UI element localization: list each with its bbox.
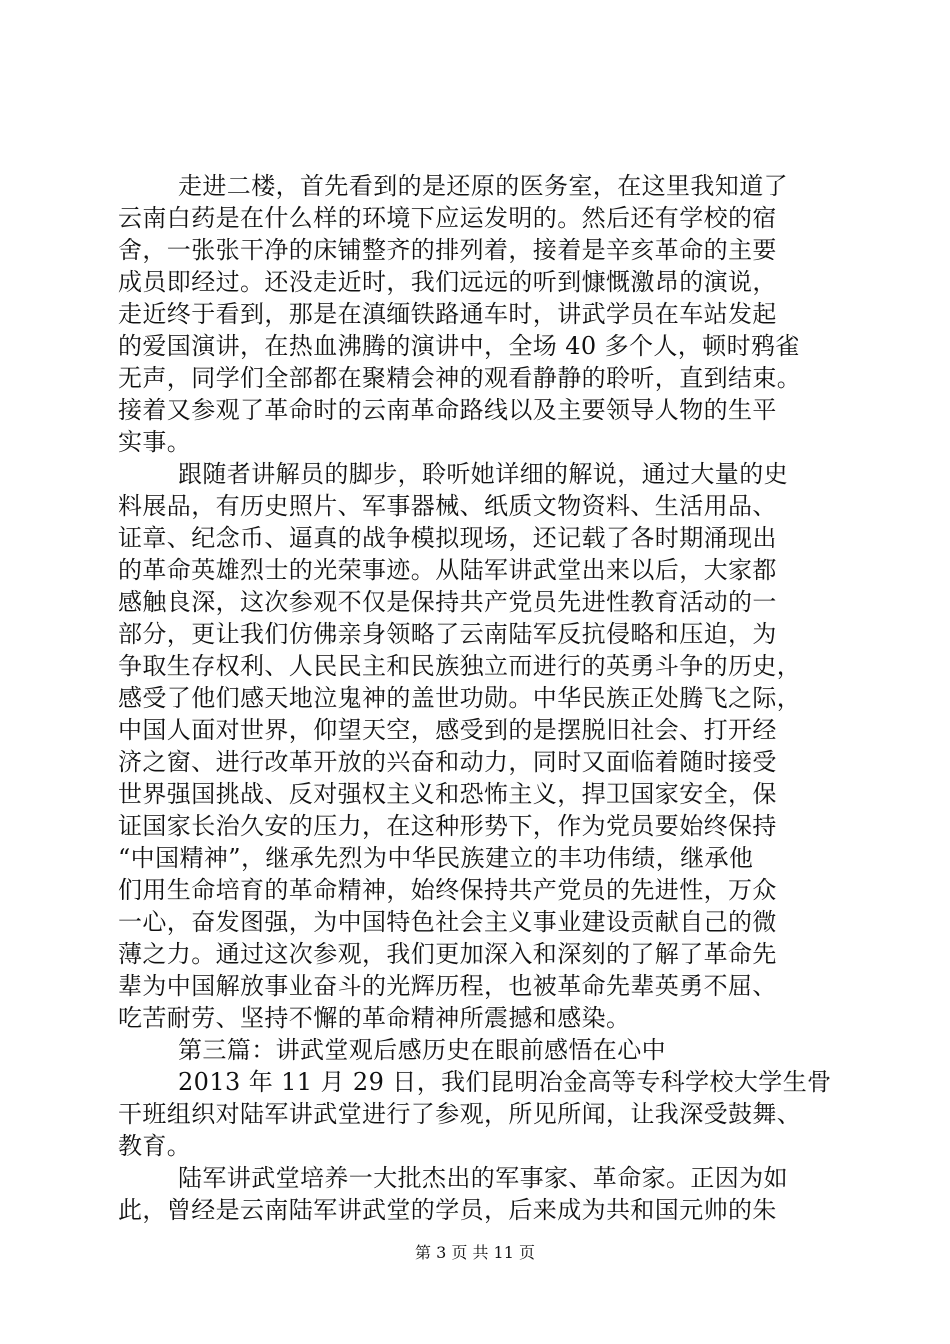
text-line: 部分，更让我们仿佛亲身领略了云南陆军反抗侵略和压迫，为 — [118, 620, 777, 648]
text-line: 陆军讲武堂培养一大批杰出的军事家、革命家。正因为如 — [178, 1164, 788, 1192]
text-line: “中国精神”，继承先烈为中华民族建立的丰功伟绩，继承他 — [118, 844, 754, 872]
text-line: 走近终于看到，那是在滇缅铁路通车时，讲武学员在车站发起 — [118, 300, 777, 328]
text-line: 辈为中国解放事业奋斗的光辉历程，也被革命先辈英勇不屈、 — [118, 972, 777, 1000]
text-line: 证国家长治久安的压力，在这种形势下，作为党员要始终保持 — [118, 812, 777, 840]
text-line: 此，曾经是云南陆军讲武堂的学员，后来成为共和国元帅的朱 — [118, 1196, 777, 1224]
text-line: 争取生存权利、人民民主和民族独立而进行的英勇斗争的历史， — [118, 652, 802, 680]
text-line: 无声，同学们全部都在聚精会神的观看静静的聆听，直到结束。 — [118, 364, 802, 392]
text-line: 第三篇：讲武堂观后感历史在眼前感悟在心中 — [178, 1036, 666, 1064]
text-line: 2013 年 11 月 29 日，我们昆明冶金高等专科学校大学生骨 — [178, 1068, 832, 1096]
text-line: 干班组织对陆军讲武堂进行了参观，所见所闻，让我深受鼓舞、 — [118, 1100, 802, 1128]
text-line: 成员即经过。还没走近时，我们远远的听到慷慨激昂的演说， — [118, 268, 777, 296]
text-line: 感受了他们感天地泣鬼神的盖世功勋。中华民族正处腾飞之际， — [118, 684, 802, 712]
text-line: 料展品，有历史照片、军事器械、纸质文物资料、生活用品、 — [118, 492, 777, 520]
text-line: 走进二楼，首先看到的是还原的医务室，在这里我知道了 — [178, 172, 788, 200]
text-line: 舍，一张张干净的床铺整齐的排列着，接着是辛亥革命的主要 — [118, 236, 777, 264]
text-line: 的革命英雄烈士的光荣事迹。从陆军讲武堂出来以后，大家都 — [118, 556, 777, 584]
text-line: 跟随者讲解员的脚步，聆听她详细的解说，通过大量的史 — [178, 460, 788, 488]
text-line: 中国人面对世界，仰望天空，感受到的是摆脱旧社会、打开经 — [118, 716, 777, 744]
text-line: 世界强国挑战、反对强权主义和恐怖主义，捍卫国家安全，保 — [118, 780, 777, 808]
text-line: 吃苦耐劳、坚持不懈的革命精神所震撼和感染。 — [118, 1004, 631, 1032]
text-line: 证章、纪念币、逼真的战争模拟现场，还记载了各时期涌现出 — [118, 524, 777, 552]
text-line: 们用生命培育的革命精神，始终保持共产党员的先进性，万众 — [118, 876, 777, 904]
text-line: 接着又参观了革命时的云南革命路线以及主要领导人物的生平 — [118, 396, 777, 424]
page-footer: 第 3 页 共 11 页 — [415, 1243, 535, 1262]
text-line: 一心，奋发图强，为中国特色社会主义事业建设贡献自己的微 — [118, 908, 777, 936]
text-line: 薄之力。通过这次参观，我们更加深入和深刻的了解了革命先 — [118, 940, 777, 968]
text-line: 教育。 — [118, 1132, 192, 1160]
text-line: 实事。 — [118, 428, 192, 456]
text-line: 济之窗、进行改革开放的兴奋和动力，同时又面临着随时接受 — [118, 748, 777, 776]
text-line: 云南白药是在什么样的环境下应运发明的。然后还有学校的宿 — [118, 204, 777, 232]
text-line: 感触良深，这次参观不仅是保持共产党员先进性教育活动的一 — [118, 588, 777, 616]
document-body — [118, 170, 838, 1226]
text-line: 的爱国演讲，在热血沸腾的演讲中，全场 40 多个人，顿时鸦雀 — [118, 332, 800, 360]
